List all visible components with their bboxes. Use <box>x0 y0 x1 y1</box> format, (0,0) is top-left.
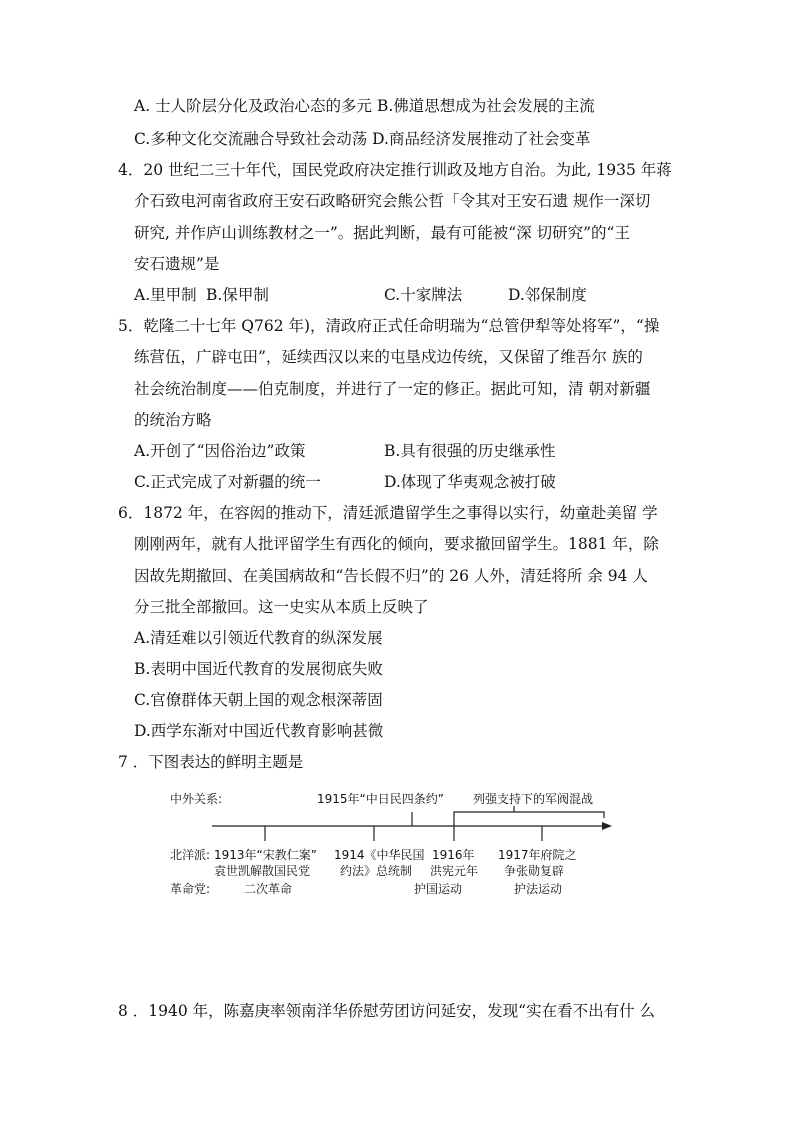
q5-option-d: D.体现了华夷观念被打破 <box>384 473 556 491</box>
q6-option-b: B.表明中国近代教育的发展彻底失败 <box>134 660 383 678</box>
q5-stem-line2: 练营伍，广辟屯田”，延续西汉以来的屯垦戍边传统，又保留了维吾尔 族的 <box>134 348 643 366</box>
q6-stem-line1: 6．1872 年，在容闳的推动下，清廷派遣留学生之事得以实行，幼童赴美留 学 <box>118 504 658 522</box>
event-1915-treaty: 1915年“中日民四条约” <box>317 792 444 806</box>
q4-stem-line2: 介石致电河南省政府王安石政略研究会熊公哲「令其对王安石遗 规作一深切 <box>134 192 651 210</box>
q6-stem-line2: 刚刚两年，就有人批评留学生有西化的倾向，要求撤回留学生。1881 年，除 <box>134 535 659 553</box>
q6-stem-line4: 分三批全部撤回。这一史实从本质上反映了 <box>134 598 429 616</box>
warlord-bracket <box>454 812 604 826</box>
q5-stem-line1: 5．乾隆二十七年 Q762 年)，清政府正式任命明瑞为“总管伊犁等处将军”，“操 <box>118 317 660 335</box>
q5-stem-line4: 的统治方略 <box>134 411 212 429</box>
q5-stem-line3: 社会统治制度——伯克制度，并进行了一定的修正。据此可知，清 朝对新疆 <box>134 380 651 398</box>
q6-stem-line3: 因故先期撤回、在美国病故和“告长假不归”的 26 人外，清廷将所 余 94 人 <box>134 567 648 585</box>
row-label-foreign-relations: 中外关系: <box>170 792 223 806</box>
q4-option-b: B.保甲制 <box>206 286 269 304</box>
q4-stem-line4: 安石遗规”是 <box>134 255 220 273</box>
row-label-beiyang: 北洋派: <box>170 848 211 862</box>
timeline-arrowhead <box>602 822 612 830</box>
q6-option-c: C.官僚群体天朝上国的观念根深蒂固 <box>134 691 383 709</box>
beiyang-1917-line2: 争张勋复辟 <box>504 864 565 878</box>
beiyang-1916-line2: 洪宪元年 <box>430 864 479 878</box>
beiyang-1913-line1: 1913年“宋教仁案” <box>214 848 317 862</box>
geming-huguo: 护国运动 <box>414 882 463 896</box>
q5-option-c: C.正式完成了对新疆的统一 <box>134 473 321 491</box>
row-label-revolutionary: 革命党: <box>170 882 211 896</box>
geming-hufa: 护法运动 <box>514 882 563 896</box>
q6-option-a: A.清廷难以引领近代教育的纵深发展 <box>134 629 383 647</box>
beiyang-1917-line1: 1917年府院之 <box>498 848 577 862</box>
event-warlord-war: 列强支持下的军阀混战 <box>473 792 594 806</box>
beiyang-1916-line1: 1916年 <box>432 848 475 862</box>
geming-second-revolution: 二次革命 <box>244 882 293 896</box>
timeline-diagram <box>168 786 618 906</box>
beiyang-1914-line1: 1914《中华民国 <box>334 848 425 862</box>
q3-option-cd: C.多种文化交流融合导致社会动荡 D.商品经济发展推动了社会变革 <box>134 130 591 148</box>
q8-stem-line1: 8 ．1940 年，陈嘉庚率领南洋华侨慰劳团访问延安，发现“实在看不出有什 么 <box>118 1002 656 1020</box>
q4-option-c: C.十家牌法 <box>384 286 463 304</box>
q3-option-ab: A. 士人阶层分化及政治心态的多元 B.佛道思想成为社会发展的主流 <box>134 97 595 115</box>
q4-option-d: D.邻保制度 <box>508 286 587 304</box>
beiyang-1913-line2: 袁世凯解散国民党 <box>214 864 311 878</box>
q5-option-a: A.开创了“因俗治边”政策 <box>134 442 306 460</box>
q7-stem: 7 ．下图表达的鲜明主题是 <box>118 753 304 771</box>
q4-stem-line1: 4．20 世纪二三十年代，国民党政府决定推行训政及地方自治。为此, 1935 年蒋 <box>118 161 672 179</box>
q5-option-b: B.具有很强的历史继承性 <box>384 442 556 460</box>
q4-stem-line3: 研究, 并作庐山训练教材之一”。据此判断，最有可能被“深 切研究”的“王 <box>134 224 630 242</box>
beiyang-1914-line2: 约法》总统制 <box>340 864 413 878</box>
q4-option-a: A.里甲制 <box>134 286 197 304</box>
q6-option-d: D.西学东渐对中国近代教育影响甚微 <box>134 722 384 740</box>
